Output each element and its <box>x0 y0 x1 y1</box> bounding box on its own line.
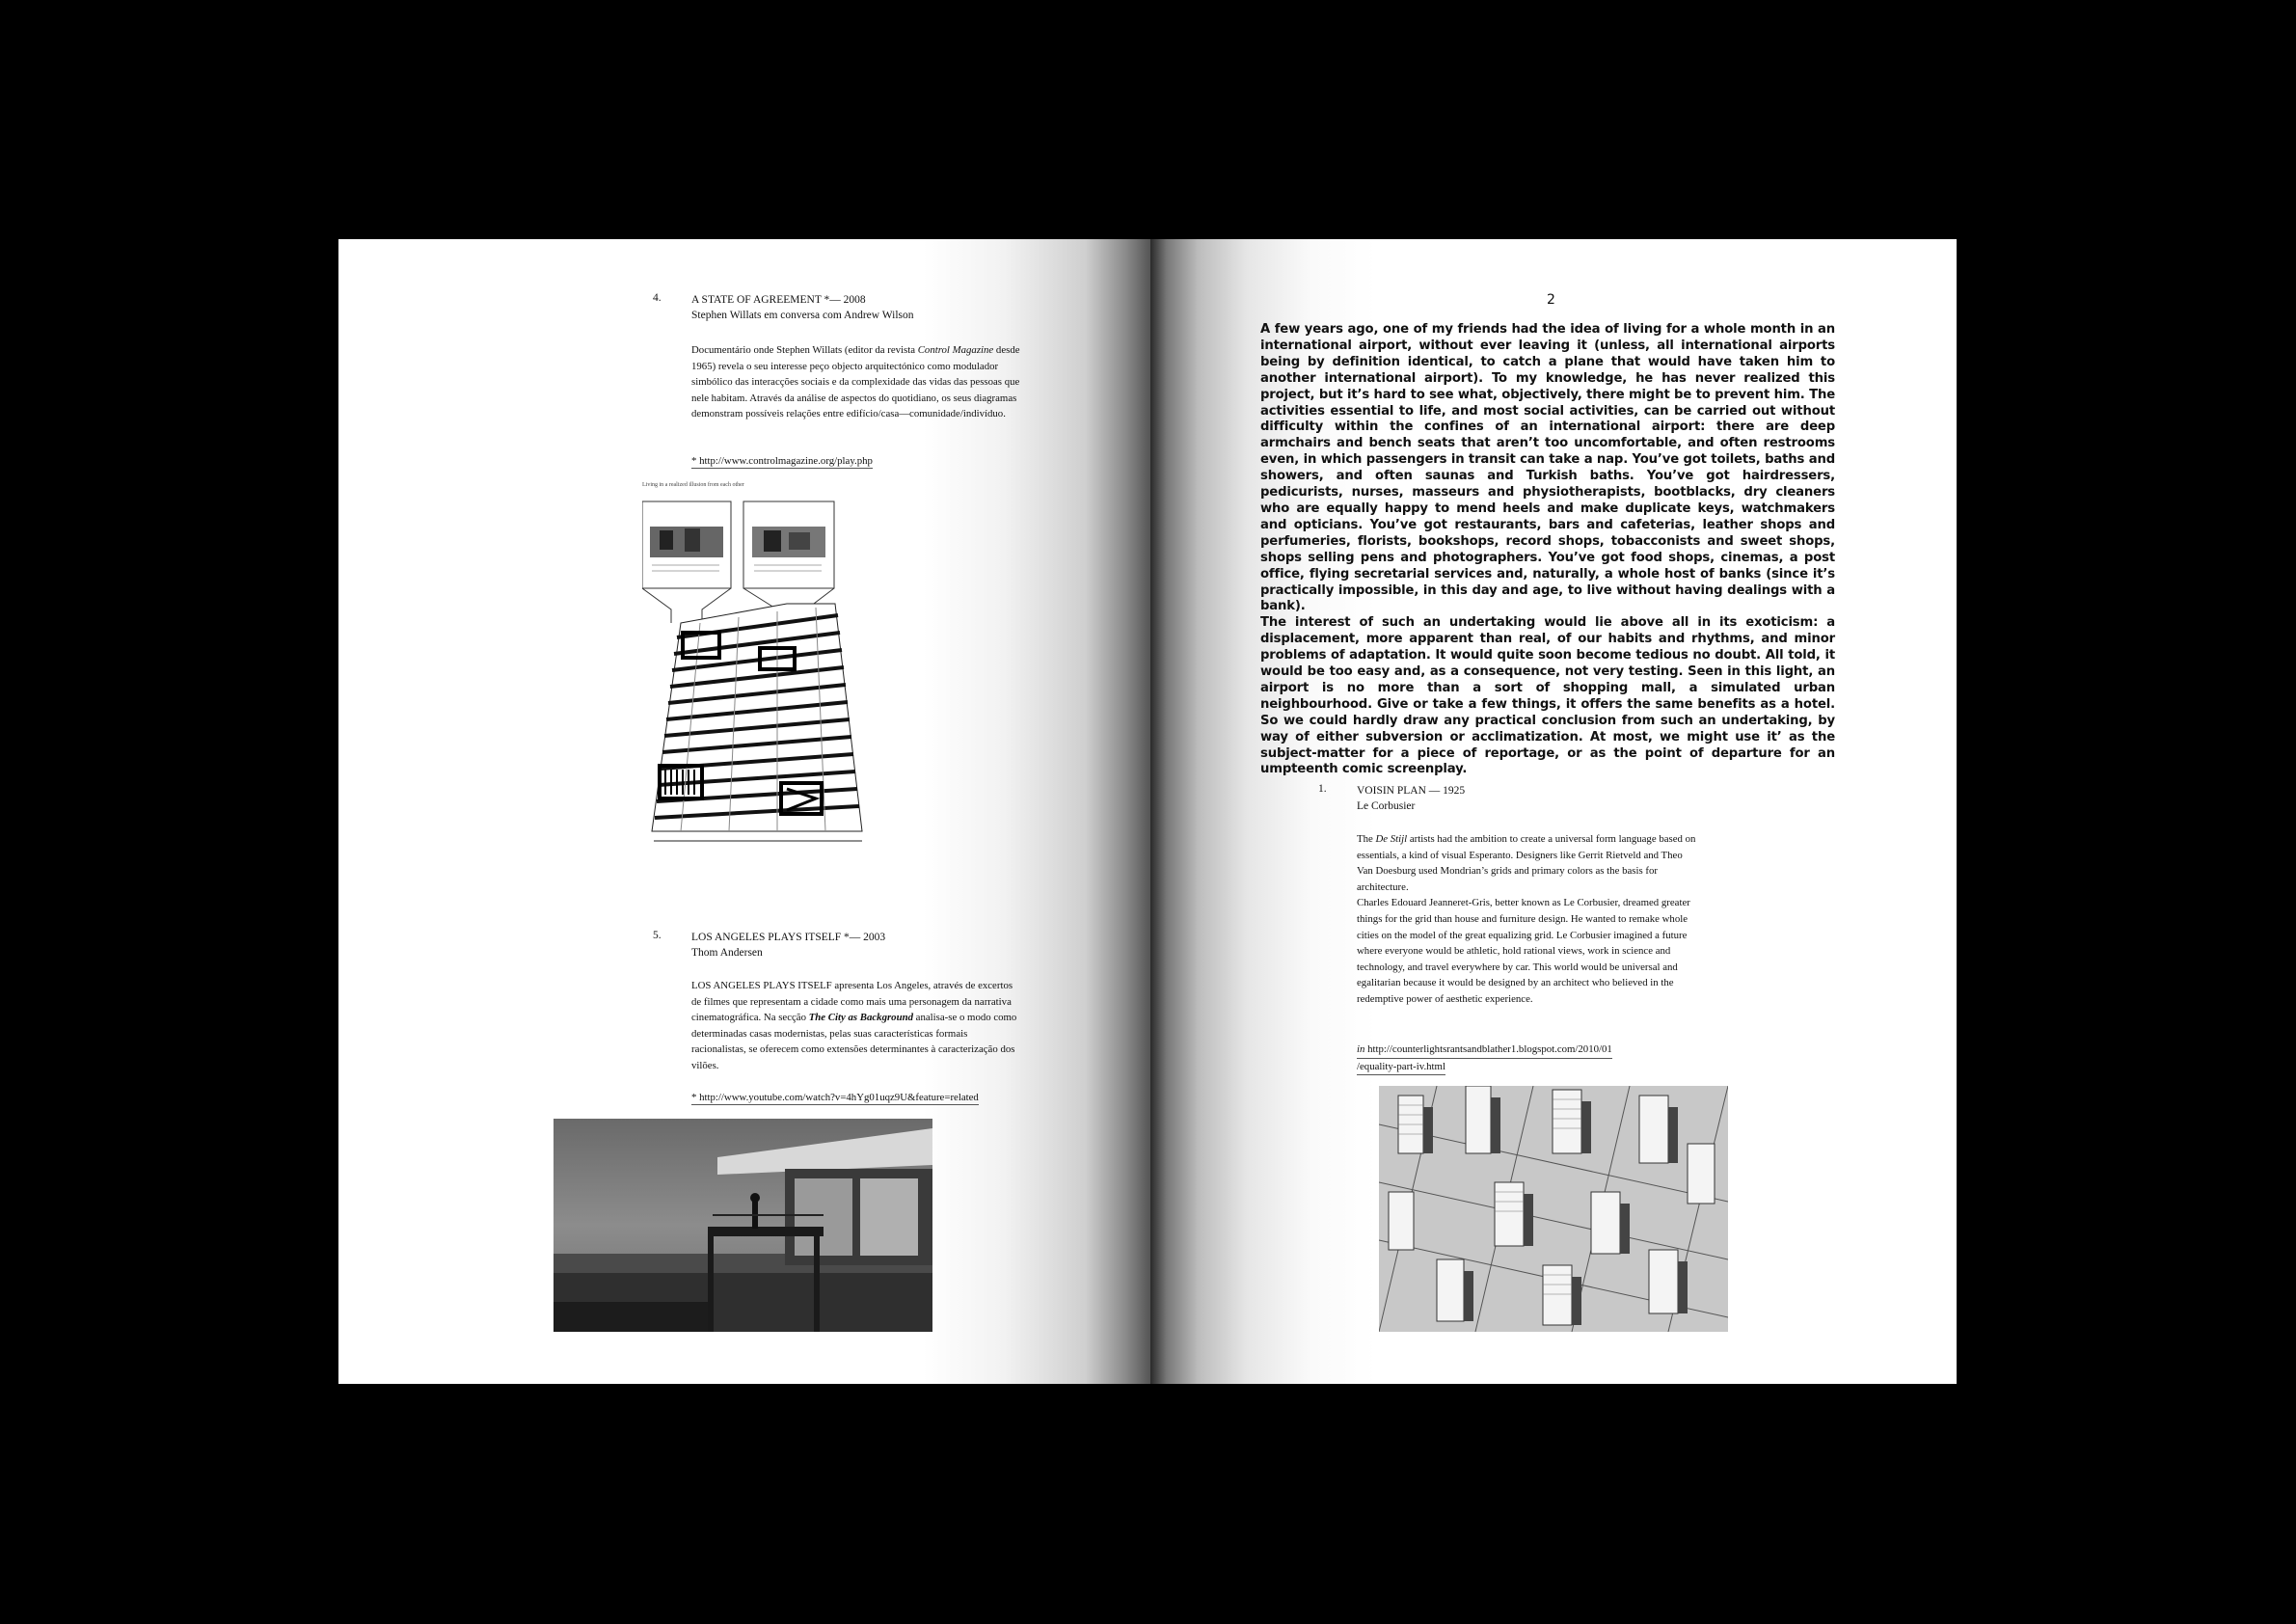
entry-title-1: VOISIN PLAN — 1925 <box>1357 785 1466 797</box>
diagram-caption: Living in a realized illusion from each other <box>642 482 744 488</box>
essay-paragraph-1: A few years ago, one of my friends had the idea of living for a whole month in an international airport, without ever leaving it (unless, all international airports being by definition identical, to catch a plane that would have taken him to another international airport). To my knowledge, he has never realized this project, but it’s hard to see what, objectively, there might be to prevent him. The activities essential to life, and most social activities, can be carried out without difficulty within the confines of an international airport: there are deep armchairs and bench seats that aren’t too uncomfortable, and often restrooms even, in which passengers in transit can take a nap. You’ve got toilets, baths and showers, and often saunas and Turkish baths. You’ve got hairdressers, pedicurists, nurses, masseurs and physiotherapists, bootblacks, dry cleaners who are equally happy to mend heels and make duplicate keys, watchmakers and opticians. You’ve got restaurants, bars and cafeterias, leather shops and perfumeries, florists, bookshops, record shops, tobacconists and sweet shops, shops selling pens and photographers. You’ve got food shops, cinemas, a post office, flying secretarial services and, naturally, a whole host of banks (since it’s practically impossible, in this day and age, to live without having dealings with a bank). <box>1260 322 1835 614</box>
entry-title-4: A STATE OF AGREEMENT *— 2008 <box>691 294 866 306</box>
entry-description-1: The De Stijl artists had the ambition to create a universal form language based on essentials, a kind of visual Esperanto. Designers like Gerrit Rietveld and Theo Van Doesburg used Mondrian’s grids and primary colors as the basis for architecture. Charles Edouard Jeanneret-Gris, better known as Le Corbusier, dreamed greater things for the grid than house and furniture design. He wanted to remake whole cities on the model of the great equalizing grid. Le Corbusier imagined a future where everyone would be athletic, hold rational views, work in science and technology, and travel everywhere by car. This world would be universal and egalitarian because it would be designed by an architect who believed in the redemptive power of aesthetic experience. <box>1357 833 1696 1005</box>
entry-subtitle-4: Stephen Willats em conversa com Andrew Wilson <box>691 310 914 321</box>
essay-text <box>1260 322 1835 778</box>
entry-link-1[interactable]: in http://counterlightsrantsandblather1.blogspot.com/2010/01 /equality-part-iv.html <box>1357 1042 1612 1075</box>
willats-diagram <box>642 482 874 855</box>
essay-paragraph-2: The interest of such an undertaking would lie above all in its exoticism: a displacement, more apparent than real, of our habits and rhythms, and minor problems of adaptation. It would quite soon become tedious no doubt. All told, it would be too easy and, as a consequence, not very testing. Seen in this light, an airport is no more than a sort of shopping mall, a simulated urban neighbourhood. Give or take a few things, it offers the same benefits as a hotel. So we could hardly draw any practical conclusion from such an undertaking, by way of either subversion or acclimatization. At most, we might use it’ as the subject-matter for a piece of reportage, or as the point of departure for an umpteenth comic screenplay. <box>1260 615 1835 777</box>
entry-number-5: 5. <box>653 930 662 941</box>
entry-subtitle-5: Thom Andersen <box>691 947 763 959</box>
entry-link-4[interactable]: * http://www.controlmagazine.org/play.php <box>691 455 873 467</box>
entry-number-4: 4. <box>653 292 662 304</box>
entry-description-5: LOS ANGELES PLAYS ITSELF apresenta Los Angeles, através de excertos de filmes que representam a cidade como mais uma personagem da narrativa cinematográfica. Na secção The City as Background analisa-se o modo como determinadas casas modernistas, pelas suas características formais racionalistas, se oferecem como extensões determinantes à caracterização dos vilões. <box>691 980 1017 1071</box>
voisin-plan-image <box>1379 1086 1728 1332</box>
building-diagram-illustration <box>642 488 874 851</box>
entry-number-1: 1. <box>1318 783 1327 795</box>
entry-link-5[interactable]: * http://www.youtube.com/watch?v=4hYg01uqz9U&feature=related <box>691 1092 979 1103</box>
entry-description-4: Documentário onde Stephen Willats (editor da revista Control Magazine desde 1965) revela o seu interesse peço objecto arquitectónico como modulador simbólico das interacções sociais e da complexidade das vidas das pessoas que nele habitam. Através da análise de aspectos do quotidiano, os seus diagramas demonstram possíveis relações entre edifício/casa—comunidade/indivíduo. <box>691 344 1020 420</box>
page-number: 2 <box>1547 292 1555 308</box>
entry-subtitle-1: Le Corbusier <box>1357 800 1416 812</box>
left-page <box>338 239 1150 1384</box>
book-spread <box>338 239 1957 1384</box>
film-still-photo <box>554 1119 932 1332</box>
entry-title-5: LOS ANGELES PLAYS ITSELF *— 2003 <box>691 932 886 943</box>
right-page <box>1150 239 1957 1384</box>
